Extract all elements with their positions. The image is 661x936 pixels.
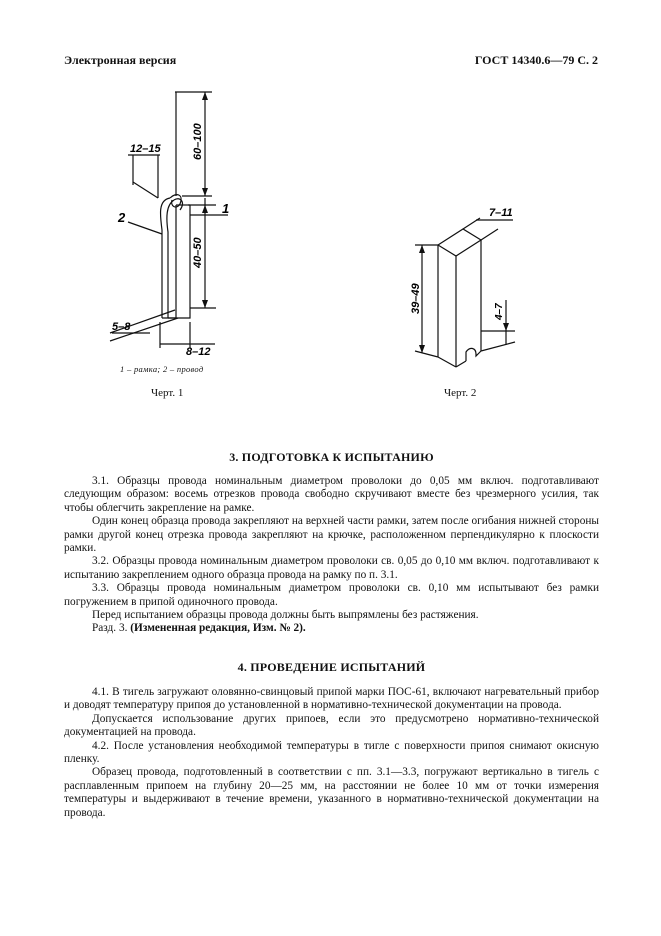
section-3-body [64, 475, 599, 636]
dim-40-50: 40–50 [192, 237, 204, 268]
dim-7-11: 7–11 [489, 207, 513, 219]
section-4-body [64, 686, 599, 820]
paragraph: 3.2. Образцы провода номинальным диаметром проволоки св. 0,05 до 0,10 мм включ. подготавливают к испытанию закреплением одного образца провода на рамку по п. 3.1. [64, 555, 599, 581]
figure-2-caption: Черт. 2 [444, 387, 477, 399]
header-left: Электронная версия [64, 53, 177, 67]
dim-12-15: 12–15 [130, 143, 161, 155]
dim-60-100: 60–100 [192, 123, 204, 160]
figure-2-drawing [415, 218, 515, 367]
paragraph: Перед испытанием образцы провода должны быть выпрямлены без растяжения. [92, 609, 479, 622]
figure-1-drawing [0, 0, 661, 400]
section-4-title: 4. ПРОВЕДЕНИЕ ИСПЫТАНИЙ [237, 660, 426, 674]
revision-note [64, 622, 599, 635]
dim-39-49: 39–49 [410, 283, 422, 314]
paragraph: 4.1. В тигель загружают оловянно-свинцовый припой марки ПОС-61, включают нагревательный прибор и доводят температуру припоя до установленной в нормативно-технической документации на провода. [64, 686, 599, 712]
figure-1-legend: 1 – рамка; 2 – провод [120, 364, 204, 374]
paragraph: 3.1. Образцы провода номинальным диаметром проволоки до 0,05 мм включ. подготавливают следующим образом: восемь отрезков провода свободно скручивают вместе без чрезмерного усилия, так чтобы облегчить закрепление на рамке. [64, 475, 599, 514]
label-2: 2 [118, 210, 126, 225]
paragraph: Допускается использование других припоев, если это предусмотрено нормативно-технической документацией на провода. [64, 712, 599, 739]
figure-1-caption: Черт. 1 [151, 387, 184, 399]
section-3-title: 3. ПОДГОТОВКА К ИСПЫТАНИЮ [229, 450, 434, 464]
header-right: ГОСТ 14340.6—79 С. 2 [474, 53, 598, 67]
dim-8-12: 8–12 [186, 346, 211, 358]
paragraph: Один конец образца провода закрепляют на верхней части рамки, затем после огибания нижней стороны рамки другой конец отрезка провода закрепляют на крючке, расположенном перпендикулярно к плоскости рамки. [64, 515, 599, 555]
dim-5-8: 5–8 [112, 321, 131, 333]
revision-bold: (Измененная редакция, Изм. № 2). [130, 622, 306, 635]
dim-4-7: 4–7 [494, 303, 505, 320]
label-1: 1 [222, 201, 230, 216]
paragraph: 4.2. После установления необходимой температуры в тигле с поверхности припоя снимают окисную пленку. [64, 739, 599, 766]
paragraph: Образец провода, подготовленный в соответствии с пп. 3.1—3.3, погружают вертикально в тигель с расплавленным припоем на глубину 20—25 мм, на расстоянии не более 10 мм от точки измерения температуры и выдерживают в течение времени, указанного в нормативно-технической документации на провода. [64, 766, 599, 819]
paragraph: 3.3. Образцы провода номинальным диаметром проволоки св. 0,10 мм испытывают без рамки погружением в припой одиночного провода. [64, 582, 599, 608]
revision-prefix: Разд. 3. [92, 622, 128, 635]
